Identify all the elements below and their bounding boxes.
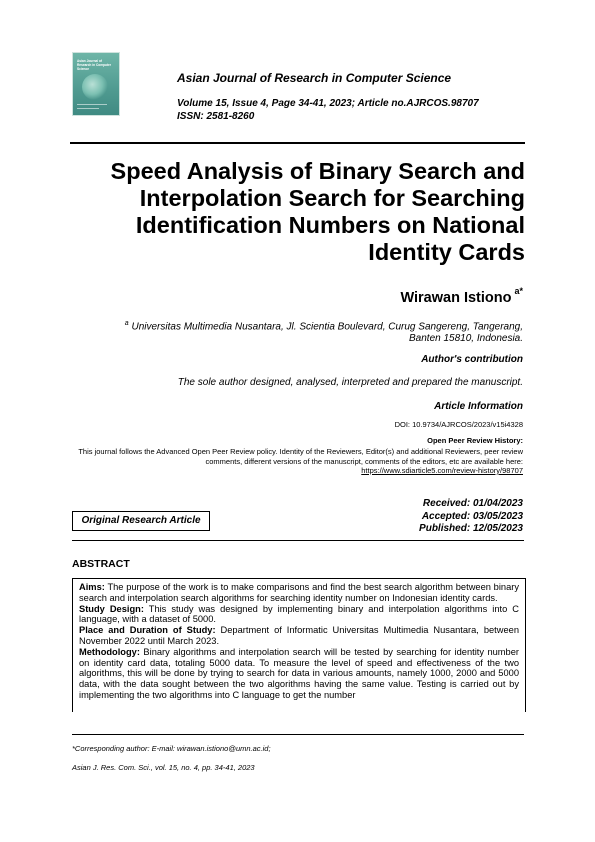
accepted-date: Accepted: 03/05/2023 [421, 510, 523, 522]
affiliation-text: Universitas Multimedia Nusantara, Jl. Scientia Boulevard, Curug Sangereng, Tangerang, Banten 15810, Indonesia. [131, 321, 523, 345]
issn: ISSN: 2581-8260 [177, 111, 255, 122]
place-text: Department of Informatic Universitas Multimedia Nusantara, between November 2022 until March 2023. [79, 625, 519, 646]
peer-review-heading: Open Peer Review History: [427, 436, 523, 445]
author-line [400, 288, 523, 306]
contribution-heading: Author's contribution [421, 354, 523, 365]
cover-graphic [82, 74, 108, 100]
cover-title: Asian Journal of Research in Computer Science [77, 59, 112, 71]
abstract-design [79, 604, 519, 626]
doi: DOI: 10.9734/AJRCOS/2023/v15i4328 [394, 420, 523, 429]
method-label: Methodology: [79, 646, 140, 657]
published-date: Published: 12/05/2023 [419, 523, 523, 534]
footnote-rule [72, 734, 524, 735]
paper-title: Speed Analysis of Binary Search and Interpolation Search for Searching Identification Numbers on National Identity Cards [110, 158, 525, 265]
dates [419, 498, 523, 536]
abstract-box [72, 578, 526, 712]
aims-label: Aims: [79, 582, 105, 592]
peer-review-link[interactable]: https://www.sdiarticle5.com/review-history/98707 [361, 466, 523, 475]
abstract-heading: ABSTRACT [72, 558, 130, 570]
design-label: Study Design: [79, 603, 144, 614]
aims-text: The purpose of the work is to make comparisons and find the best search algorithm between binary search and interpolation search algorithms for searching identity number on Indonesian identity cards. [79, 582, 519, 603]
received-date: Received: 01/04/2023 [422, 498, 523, 509]
abstract-place [79, 625, 519, 647]
contribution-text: The sole author designed, analysed, interpreted and prepared the manuscript. [177, 377, 523, 388]
corresponding-author: *Corresponding author: E-mail: wirawan.istiono@umn.ac.id; [72, 744, 271, 753]
place-label: Place and Duration of Study: [79, 625, 216, 636]
abstract-methodology [79, 647, 519, 701]
journal-cover-image [72, 52, 120, 116]
affiliation [103, 318, 523, 345]
header-rule [70, 142, 525, 144]
peer-review-description: This journal follows the Advanced Open Peer Review policy. Identity of the Reviewers, Editor(s) and additional Reviewers, peer review comments, different versions of the manuscript, comments of the editors, etc are available here: [78, 447, 523, 466]
article-type-box: Original Research Article [72, 511, 210, 531]
citation-line: Asian J. Res. Com. Sci., vol. 15, no. 4, pp. 34-41, 2023 [72, 763, 255, 772]
article-info-heading: Article Information [434, 401, 523, 412]
peer-review-text [73, 447, 523, 476]
abstract-aims [79, 582, 519, 604]
section-rule [72, 540, 524, 541]
author-mark: a* [514, 286, 523, 296]
journal-name: Asian Journal of Research in Computer Science [177, 71, 452, 85]
author-name: Wirawan Istiono [400, 289, 512, 306]
affiliation-mark: a [124, 320, 129, 327]
design-text: This study was designed by implementing binary and interpolation algorithms into C language, with a dataset of 5000. [79, 603, 520, 625]
cover-line [77, 108, 99, 109]
method-text: Binary algorithms and interpolation search will be tested by searching for identity number on identity card data, totaling 5000 data. To measure the level of speed and effectiveness of the two algorithms, this will be done by trying to search for data in various amounts, namely 1000, 2000 and 5000 data, with the data sought between the two algorithms having the same value. Testing is carried out by implementing the two algorithms into C language to get the number [79, 646, 519, 700]
volume-line: Volume 15, Issue 4, Page 34-41, 2023; Article no.AJRCOS.98707 [177, 98, 479, 109]
cover-line [77, 104, 107, 105]
